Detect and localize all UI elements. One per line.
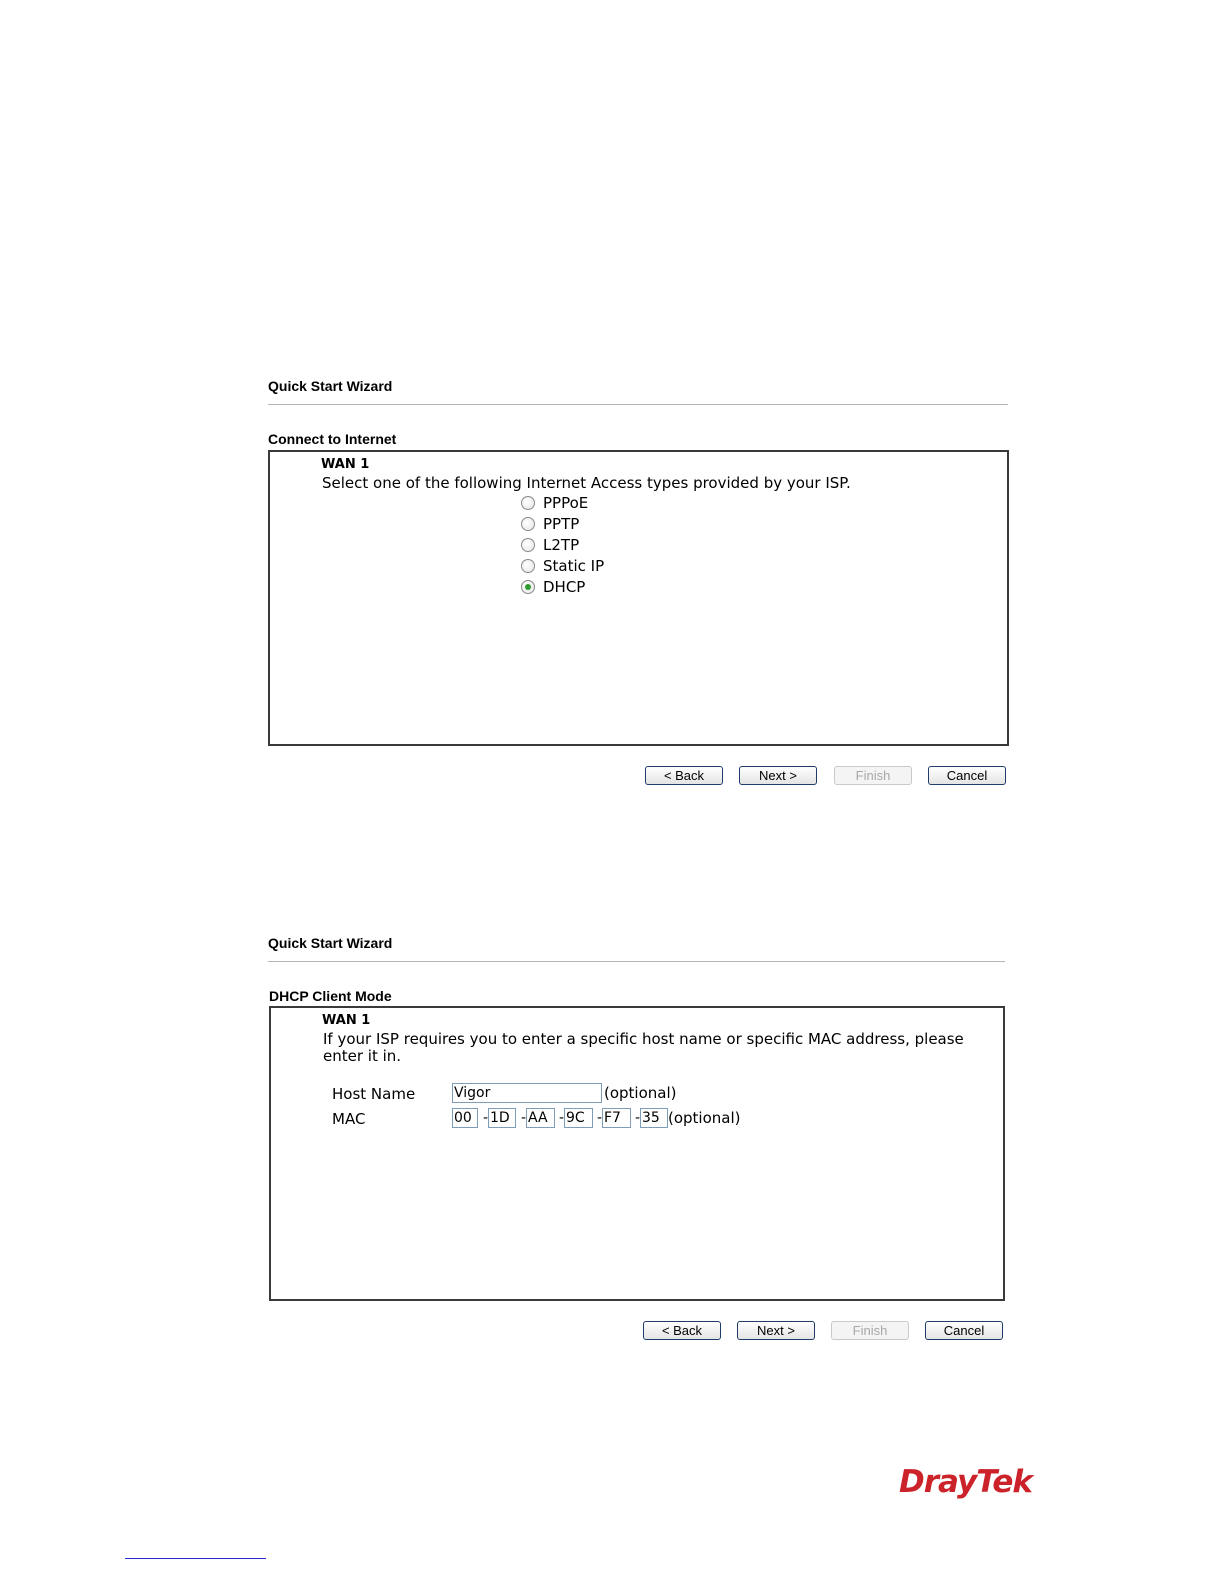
wizard1-wan-label: WAN 1 <box>321 457 370 472</box>
mac-separator: - <box>559 1110 565 1126</box>
radio-label: L2TP <box>543 536 580 554</box>
mac-separator: - <box>521 1110 527 1126</box>
wizard1-next-button[interactable]: Next > <box>739 766 817 785</box>
mac-separator: - <box>483 1110 489 1126</box>
wizard1-panel <box>268 450 1009 746</box>
wizard1-cancel-button[interactable]: Cancel <box>928 766 1006 785</box>
wizard1-back-button[interactable]: < Back <box>645 766 723 785</box>
mac-octet-4-input[interactable]: 9C <box>564 1108 593 1128</box>
mac-octet-6-input[interactable]: 35 <box>640 1108 668 1128</box>
host-name-input[interactable]: Vigor <box>452 1083 602 1103</box>
radio-button-selected[interactable] <box>521 580 535 594</box>
wizard1-finish-button[interactable]: Finish <box>834 766 912 785</box>
radio-option-pptp[interactable] <box>521 514 579 534</box>
host-name-optional: (optional) <box>604 1084 677 1102</box>
wizard2-description-line2: enter it in. <box>323 1047 402 1065</box>
wizard2-section-title: DHCP Client Mode <box>269 988 392 1004</box>
wizard2-divider <box>268 961 1005 962</box>
wizard2-finish-button[interactable]: Finish <box>831 1321 909 1340</box>
radio-button[interactable] <box>521 559 535 573</box>
wizard2-cancel-button[interactable]: Cancel <box>925 1321 1003 1340</box>
mac-octet-1-input[interactable]: 00 <box>452 1108 478 1128</box>
wizard2-description-line1: If your ISP requires you to enter a specific host name or specific MAC address, please <box>323 1030 964 1048</box>
mac-octet-3-input[interactable]: AA <box>526 1108 555 1128</box>
wizard2-back-button[interactable]: < Back <box>643 1321 721 1340</box>
wizard2-title: Quick Start Wizard <box>268 935 393 951</box>
radio-label: Static IP <box>543 557 605 575</box>
mac-octet-2-input[interactable]: 1D <box>488 1108 516 1128</box>
radio-option-static-ip[interactable] <box>521 556 604 576</box>
wizard1-divider <box>268 404 1008 405</box>
wizard1-title: Quick Start Wizard <box>268 378 393 394</box>
radio-label: PPTP <box>543 515 580 533</box>
host-name-label: Host Name <box>332 1085 416 1103</box>
radio-button[interactable] <box>521 538 535 552</box>
radio-button[interactable] <box>521 517 535 531</box>
mac-octet-5-input[interactable]: F7 <box>602 1108 631 1128</box>
radio-label: PPPoE <box>543 494 589 512</box>
mac-separator: - <box>597 1110 603 1126</box>
radio-option-l2tp[interactable] <box>521 535 579 555</box>
wizard2-panel <box>269 1006 1005 1301</box>
mac-separator: - <box>635 1110 641 1126</box>
mac-label: MAC <box>332 1110 366 1128</box>
radio-option-dhcp[interactable] <box>521 577 585 597</box>
wizard1-description: Select one of the following Internet Access types provided by your ISP. <box>322 474 851 492</box>
radio-label: DHCP <box>543 578 586 596</box>
radio-button[interactable] <box>521 496 535 510</box>
draytek-logo: DrayTek <box>899 1464 1032 1500</box>
wizard2-next-button[interactable]: Next > <box>737 1321 815 1340</box>
radio-option-pppoe[interactable] <box>521 493 588 513</box>
wizard2-wan-label: WAN 1 <box>322 1013 371 1028</box>
mac-optional: (optional) <box>668 1109 741 1127</box>
wizard1-section-title: Connect to Internet <box>268 431 397 447</box>
footer-rule <box>125 1558 266 1559</box>
